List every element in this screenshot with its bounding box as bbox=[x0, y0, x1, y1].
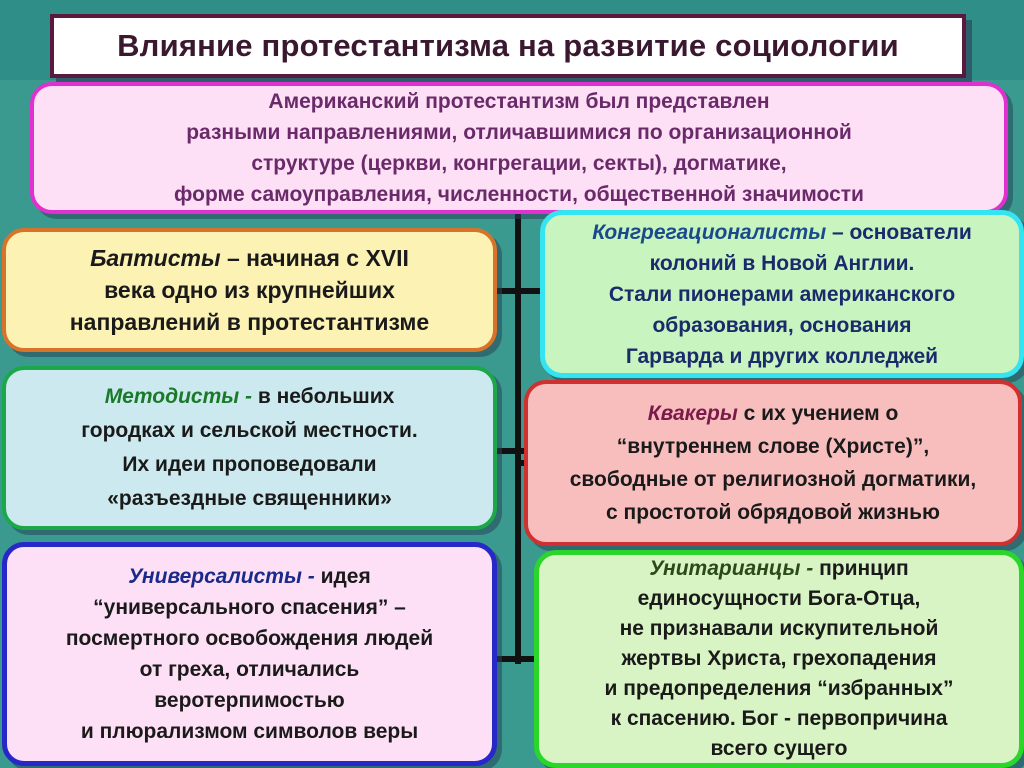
universalists-box bbox=[2, 542, 497, 766]
universalists-line: и плюрализмом символов веры bbox=[80, 720, 419, 743]
unitarians-line: жертвы Христа, грехопадения bbox=[621, 647, 937, 670]
unitarians-line: не признавали искупительной bbox=[619, 617, 939, 640]
methodists-box bbox=[2, 366, 497, 530]
intro-line: структуре (церкви, конгрегации, секты), догматике, bbox=[251, 152, 787, 175]
page-title: Влияние протестантизма на развитие социологии bbox=[117, 28, 899, 63]
unitarians-line: к спасению. Бог - первопричина bbox=[610, 707, 948, 730]
congregationalists-line: образования, основания bbox=[652, 313, 912, 337]
quakers-box bbox=[524, 380, 1022, 546]
baptists-line: века одно из крупнейших bbox=[104, 277, 395, 303]
unitarians-line bbox=[649, 554, 908, 584]
congregationalists-line: Стали пионерами американского bbox=[608, 282, 956, 306]
universalists-line bbox=[128, 561, 371, 592]
unitarians-keyword: Унитарианцы - bbox=[649, 557, 814, 580]
intro-line: Американский протестантизм был представлен bbox=[268, 90, 770, 113]
unitarians-line: единосущности Бога-Отца, bbox=[637, 587, 921, 610]
unitarians-line: всего сущего bbox=[710, 737, 848, 760]
quakers-line: с простотой обрядовой жизнью bbox=[606, 501, 940, 524]
baptists-keyword: Баптисты bbox=[90, 245, 221, 271]
congregationalists-line bbox=[592, 217, 972, 248]
intro-box bbox=[30, 82, 1008, 214]
congregationalists-box bbox=[540, 210, 1024, 378]
methodists-keyword: Методисты - bbox=[104, 385, 253, 408]
baptists-text: – начиная с XVII bbox=[220, 245, 409, 271]
unitarians-text: принцип bbox=[813, 557, 909, 580]
universalists-line: посмертного освобождения людей bbox=[65, 627, 434, 650]
baptists-line bbox=[90, 242, 409, 274]
methodists-text: в небольших bbox=[252, 385, 395, 408]
methodists-line bbox=[105, 380, 395, 414]
congregationalists-keyword: Конгрегационалисты bbox=[592, 220, 827, 244]
universalists-line: “универсального спасения” – bbox=[93, 596, 406, 619]
connector-vertical bbox=[515, 214, 521, 664]
congregationalists-line: Гарварда и других колледжей bbox=[625, 344, 939, 368]
congregationalists-line: колоний в Новой Англии. bbox=[649, 251, 915, 275]
baptists-box bbox=[2, 228, 497, 352]
quakers-line bbox=[648, 397, 899, 430]
unitarians-line: и предопределения “избранных” bbox=[604, 677, 954, 700]
quakers-text: с их учением о bbox=[737, 402, 899, 425]
intro-line: форме самоуправления, численности, общественной значимости bbox=[174, 183, 864, 206]
intro-line: разными направлениями, отличавшимися по организационной bbox=[186, 121, 852, 144]
quakers-keyword: Квакеры bbox=[647, 402, 738, 425]
title-box bbox=[50, 14, 966, 78]
methodists-line: Их идеи проповедовали bbox=[122, 453, 377, 476]
unitarians-box bbox=[534, 550, 1024, 768]
methodists-line: городках и сельской местности. bbox=[81, 419, 418, 442]
quakers-line: свободные от религиозной догматики, bbox=[569, 468, 977, 491]
connector-methodists bbox=[497, 448, 527, 454]
universalists-keyword: Универсалисты - bbox=[128, 565, 315, 588]
methodists-line: «разъездные священники» bbox=[107, 487, 392, 510]
baptists-line: направлений в протестантизме bbox=[69, 309, 430, 335]
connector-universalists bbox=[497, 656, 537, 662]
universalists-line: веротерпимостью bbox=[154, 689, 345, 712]
universalists-line: от греха, отличались bbox=[139, 658, 360, 681]
quakers-line: “внутреннем слове (Христе)”, bbox=[616, 435, 930, 458]
congregationalists-text: – основатели bbox=[826, 220, 972, 244]
universalists-text: идея bbox=[314, 565, 371, 588]
